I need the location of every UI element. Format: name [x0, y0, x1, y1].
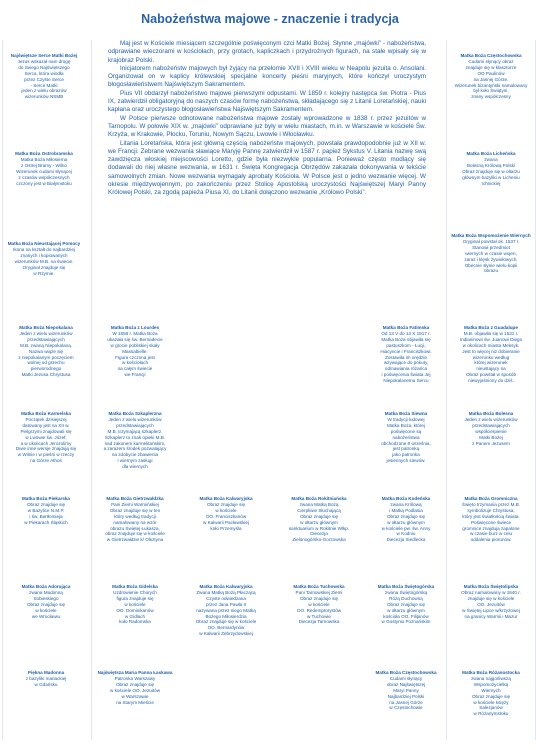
caption-line: wizerunków NSMB [24, 94, 64, 100]
caption-line: niewyjaśniony do dziś. [468, 378, 514, 384]
caption-line: w Kalwarii Zebrzydowskiej [199, 631, 253, 637]
caption-line: wizerunków M.B. na świecie. [14, 258, 74, 264]
caption-line: na Jasnej Górze. [473, 76, 509, 82]
caption-line: przedstawiających [116, 422, 154, 428]
caption-line: Obraz znajduje się [26, 601, 66, 607]
caption-line: jeden z wielu obrazów [21, 88, 67, 94]
caption-title: Matka Boża Kalwaryjska [199, 496, 253, 501]
caption-line: we Wrocławiu [31, 613, 61, 619]
caption-line: sanktuarium w Rokitnie Wlkp. [288, 525, 350, 531]
caption-line: Bolesną Królową Polski [466, 162, 515, 168]
caption-line: w czasie burz w celu [469, 531, 513, 537]
caption-line: OO. Dominikanów [116, 607, 154, 613]
caption-line: Sobieskiego [33, 595, 59, 601]
caption-line: W 1858 r. Matka Boża [112, 330, 158, 336]
right-column-frame [446, 40, 536, 740]
caption-title: Matka Boża Świętolipska [463, 584, 519, 589]
caption-line: w Świętej Lipce w/krzyżowej [462, 607, 520, 613]
caption-line: w Różanymstoku [473, 711, 509, 717]
caption-line: M.B. trzymającą szkaplerz. [107, 428, 163, 434]
caption-z-guadalupe [450, 325, 532, 384]
caption-karmelska [6, 411, 86, 464]
caption-line: Jeden z wielu wizerunków [464, 416, 518, 422]
caption-line: do Swego Najświętszego [18, 64, 70, 70]
caption-line: znajduje się w kościele [467, 595, 515, 601]
caption-title: Matka Boża Fatimska [382, 325, 430, 330]
caption-line: datowany jest na XII w. [22, 422, 70, 428]
caption-line: Wspomożycielką [473, 681, 509, 687]
caption-line: obraz Najświętszej [386, 681, 426, 687]
caption-line: dla wiernych [122, 464, 148, 470]
caption-line: Czyste odwiedzana [206, 595, 246, 601]
caption-line: Początek dzisiejszej [25, 416, 67, 422]
caption-line: Obraz znajduje się [299, 595, 339, 601]
caption-line: czczony jest w Białymstoku [16, 180, 72, 186]
caption-line: w okolicach miasta Meksyk. [462, 342, 520, 348]
caption-line: Diecezja Tarnowska [298, 619, 340, 625]
caption-najswietsze-serce [4, 53, 84, 100]
caption-title: Matka Boża Różanostocka [462, 670, 520, 675]
caption-line: Matka Boża objawiła się [381, 336, 431, 342]
caption-line: w ołtarzu głównym [300, 519, 338, 525]
caption-line: współcierpienie [475, 428, 507, 434]
caption-line: w Gidlach [124, 613, 146, 619]
caption-line: w ołtarzu głównym [387, 519, 425, 525]
caption-line: Obraz znajduje się [115, 681, 155, 687]
caption-line: Matki Jezusa Chrystusa [21, 372, 71, 378]
caption-najswietsza-maria [95, 670, 175, 705]
caption-line: Bożego Miłosierdzia [205, 613, 247, 619]
caption-line: Cudami słynący obraz [468, 58, 514, 64]
caption-line: - Serce Matki [30, 82, 58, 88]
caption-line: i wiernym zasługi [117, 458, 153, 464]
caption-line: obchodzone 8 września, [381, 440, 431, 446]
caption-line: Obraz znajduje się [386, 513, 426, 519]
caption-line: Oryginał powstał ok. 1537 r. [462, 238, 520, 244]
caption-adorujaca [6, 584, 86, 619]
caption-line: na Starym Mieście [116, 699, 154, 705]
caption-line: Poświęcone świece [470, 519, 512, 525]
caption-line: Pielgrzymi znajdowali się [20, 428, 72, 434]
caption-title: Matka Boża Karmelska [21, 411, 71, 416]
caption-line: OO. Jezuitów [477, 601, 505, 607]
caption-line: jest patronką [392, 446, 420, 452]
caption-szkaplerzna [95, 411, 175, 470]
caption-line: na zdobycie zbawienia [111, 452, 159, 458]
intro-text [108, 40, 426, 198]
caption-ostrobramska [4, 151, 84, 186]
caption-kodenska [366, 496, 446, 543]
caption-line: w Rzymie. [33, 270, 55, 276]
caption-line: w Częstochowie [389, 705, 423, 711]
caption-line: Ikona na kształt do najbardziej [13, 246, 75, 252]
caption-czestochowska-bottom [364, 670, 448, 711]
caption-title: Matka Boża Ostrobramska [15, 151, 73, 156]
caption-line: przedstawiających [27, 336, 65, 342]
caption-line: a zarazem środek pozwalający [103, 446, 167, 452]
caption-line: pierworodnego [30, 366, 62, 372]
caption-line: w Gostyniu Poznańskim [381, 619, 431, 625]
caption-line: zwana najgorliwszą [471, 675, 511, 681]
caption-line: w Kalwarii Pacławskiej [203, 519, 249, 525]
caption-rokitnianska [278, 496, 360, 543]
caption-line: Figura czczona jest [115, 354, 155, 360]
caption-line: w kościele księży [473, 699, 509, 705]
caption-title: Matka Boża Świętogórska [377, 584, 435, 589]
caption-title: Matka Boża Niepokalana [19, 325, 73, 330]
caption-lichenska [450, 151, 532, 186]
caption-line: ukazała się św. Bernadecie [107, 336, 163, 342]
intro-paragraph: Pius VII obdarzył nabożeństwo majowe pierwszymi odpustami. W 1859 r. kolejny następca św. Piotra - Pius IX, zatwierdził obligatoryjną do naszych czasów formę nabożeństwa, składającego się z Litanii Loretańskiej, nauki kapłana oraz uroczystego błogosławieństwa Najświętszym Sakramentem. [108, 89, 426, 114]
caption-line: Obraz znajduje się w ołtarzu [462, 168, 520, 174]
intro-paragraph: Maj jest w Kościele miesiącem szczególnie poświęconym czci Matki Bożej. Słynne „majówki” - nabożeństwa, odprawiane wieczorami w kościołach, przy grotach, kapliczkach i przydrożnych figurach, na stałe wpisały się w krajobraz Polski. [108, 40, 426, 64]
caption-niepokalana [6, 325, 86, 378]
caption-line: OO. Franciszkanów [205, 513, 247, 519]
intro-paragraph: W Polsce pierwsze odnotowane nabożeństwa majowe zostały wprowadzone w 1838 r. przez jezuitów w Tarnopolu. W połowie XIX w. „majówki” odprawiane już były w wielu miastach, m.in. w Warszawie w kościele Św. Krzyża, w Krakowie, Płocku, Toruniu, Nowym Sączu, Lwowie i Włocławku. [108, 114, 426, 139]
caption-line: Obraz znajduje się [26, 501, 66, 507]
caption-line: w Tuchowie [306, 613, 331, 619]
caption-line: OO. Bernardynów [207, 625, 245, 631]
caption-title: Matka Boża Gietrzwałdzka [106, 496, 164, 501]
caption-line: Obraz znajduje się [206, 501, 246, 507]
caption-line: w Gdańsku [34, 681, 58, 687]
caption-line: oddalenia piorunów. [470, 537, 512, 543]
caption-line: w Kodniu [396, 531, 416, 537]
caption-siewna [366, 411, 446, 464]
caption-line: wizerunku według [472, 354, 510, 360]
caption-swietolipska [450, 584, 532, 619]
caption-line: wolnej od grzechu [27, 360, 65, 366]
caption-line: nieustający na [476, 366, 506, 372]
caption-nieustajacej-pomocy [4, 241, 84, 276]
caption-line: Dwie inne wersje znajdują się [15, 446, 77, 452]
caption-line: jesiennych siewów. [386, 458, 426, 464]
caption-line: Pani Ziemi Warmińskiej [111, 501, 159, 507]
caption-tuchowska [278, 584, 360, 625]
caption-line: Wiernych [481, 687, 501, 693]
caption-title: Matka Boża Adorująca [21, 584, 71, 589]
caption-swietogorska [364, 584, 448, 625]
caption-line: której wizerunek [474, 360, 508, 366]
caption-line: w kościele pw. św. Anny [381, 525, 431, 531]
caption-fatimska [366, 325, 446, 384]
caption-line: Niepokalanemu Sercu [383, 378, 429, 384]
caption-line: i św. Bartłomieja [29, 513, 63, 519]
caption-line: jako patronka [392, 452, 420, 458]
caption-line: Diecezja [310, 531, 328, 537]
caption-line: w Piekarach Śląskich [24, 519, 68, 525]
caption-title: Matka Boża Gidelska [112, 584, 158, 589]
caption-line: Serca, która wiodła [24, 70, 64, 76]
caption-line: Ichnickiej [481, 180, 501, 186]
caption-line: Obraz namalowany w 1640 r. [461, 589, 521, 595]
caption-line: w Lwowie św. Józef, [25, 434, 67, 440]
caption-line: wzywające do pokuty, [383, 360, 429, 366]
caption-title: Najświętsze Serce Matki Bożej [10, 53, 78, 58]
caption-line: przedstawiających [472, 422, 510, 428]
caption-line: Obraz znajduje się w kościele [195, 619, 257, 625]
caption-line: z Panem Jezusem [472, 440, 510, 446]
caption-line: Szkaplerz to znak opieki M.B. [104, 434, 166, 440]
caption-line: odmawiania różańca [384, 366, 428, 372]
caption-line: przez Czyste Serce [24, 76, 64, 82]
caption-line: Jeden z wielu wizerunków [19, 330, 73, 336]
caption-piekna-madonna [6, 670, 86, 688]
caption-line: Diecezja Siedlecka [386, 537, 426, 543]
caption-line: przez Jana Pawła II [205, 601, 247, 607]
caption-line: Zielonogórsko-Gorzowska [292, 537, 346, 543]
caption-line: figura znajduje się [116, 595, 154, 601]
intro-paragraph: Inicjatorem nabożeństw majowych był żyjący na przełomie XVII i XVIII wieku w Neapolu jezuita o. Ansolani. Organizował on w kaplicy królewskiej specjalne koncerty pieśni maryjnych, które kończył uroczystym błogosławieństwem Najświętszym Sakramentem. [108, 64, 426, 89]
caption-line: i poświęcenia świata Jej [381, 372, 431, 378]
caption-line: na granicy Warmii i Mazur [464, 613, 518, 619]
caption-title: Matka Boża z Lourdes [110, 325, 160, 330]
caption-line: M.B. objawiła się w 1531 r. [463, 330, 519, 336]
caption-line: Nazwa wiąże się [28, 348, 64, 354]
caption-line: który jest światłością świata. [462, 513, 520, 519]
caption-line: w Bazylice N.M.P. [27, 507, 65, 513]
caption-title: Matka Boża Częstochowska [375, 670, 437, 675]
caption-line: Matka Boża Miłosierna [20, 156, 68, 162]
caption-line: Patronka Warszawy [114, 675, 156, 681]
caption-line: na Górze Athos [30, 458, 62, 464]
caption-line: który według tradycji [114, 513, 156, 519]
caption-line: Matki Bożej [479, 434, 503, 440]
caption-line: Od 13 V do 13 X 1917 r. [381, 330, 431, 336]
caption-line: nabożeństwa [392, 434, 420, 440]
caption-piekarska [6, 496, 86, 526]
left-column-frame [2, 40, 92, 740]
caption-rozanostocka [450, 670, 532, 717]
caption-z-lourdes [95, 325, 175, 378]
caption-line: zwana Madonną [29, 589, 63, 595]
caption-line: poświęcone są [390, 428, 422, 434]
caption-line: Obraz powstał w sposób [465, 372, 517, 378]
caption-line: Jezus wskazał nam drogę [17, 58, 71, 64]
caption-line: symbolizuje Chrystusa, [467, 507, 515, 513]
caption-line: obrazu Świętej Łukasza, [110, 525, 160, 531]
caption-line: na Jasnej Górze [389, 699, 423, 705]
caption-line: w grocie pobliskiej skały [110, 342, 160, 348]
caption-line: na całym świecie [117, 366, 153, 372]
caption-line: Oryginał znajduje się [22, 264, 66, 270]
caption-line: Jeden z wielu wizerunków [108, 416, 162, 422]
caption-line: Indianinowi św. Juanowi Diego [459, 336, 523, 342]
caption-title: Matka Boża Nieustającej Pomocy [7, 241, 81, 246]
caption-line: Święto trzymania przez M.B. [461, 501, 521, 507]
caption-line: Pani Tarnowskiej Ziemi [295, 589, 343, 595]
caption-title: Matka Boża Siewna [384, 411, 428, 416]
caption-line: pastuszkom - Łucji, [386, 342, 426, 348]
caption-line: koło Radomska [119, 619, 151, 625]
caption-title: Matka Boża Kodeńska [381, 496, 431, 501]
caption-gidelska [95, 584, 175, 625]
caption-line: M.B. zwaną Niepokalaną. [19, 342, 73, 348]
caption-line: z bazyliki mariackiej [25, 675, 67, 681]
caption-line: namalowany na wzór [113, 519, 157, 525]
caption-line: Zwana Matką Bożą Płaczącą [196, 589, 256, 595]
caption-line: głównym bazyliki w Licheniu [462, 174, 520, 180]
caption-line: Cudami słynący [389, 675, 423, 681]
caption-line: Hiacyncie i Franciszkowi. [380, 348, 432, 354]
caption-title: Matka Boża Rokitniańska [291, 496, 347, 501]
caption-line: obraz znajduje się w kościele [105, 531, 165, 537]
caption-line: i Matką Podlasia [389, 507, 423, 513]
caption-line: zwana Świętogórską [384, 589, 428, 595]
caption-line: nad zakonem karmelitańskim, [104, 440, 166, 446]
caption-line: zwana Królową [390, 501, 422, 507]
caption-title: Matka Boża Gromniczna [464, 496, 518, 501]
caption-bolesna [450, 411, 532, 446]
caption-line: z czasów współczesnych [18, 174, 70, 180]
caption-line: Uzdrowienie Chorych [113, 589, 157, 595]
caption-title: Matka Boża Tuchowska [293, 584, 345, 589]
caption-line: Matka Boża, której [386, 422, 426, 428]
caption-line: w kościele [124, 601, 146, 607]
caption-gromniczna [450, 496, 532, 543]
caption-line: z niepokalanym poczęciem [18, 354, 74, 360]
caption-line: Salezjanów [479, 705, 503, 711]
caption-line: Cierpliwie Słuchającą [297, 507, 341, 513]
caption-line: W tradycji ludowej [387, 416, 425, 422]
caption-title: Matka Boża Piekarska [21, 496, 70, 501]
caption-line: był koło Świątyni, [473, 88, 509, 94]
caption-line: zwana [484, 156, 498, 162]
caption-line: w kościołach [121, 360, 149, 366]
caption-title: Piękna Madonna [27, 670, 65, 675]
caption-title: Najświętsza Maria Panna Łaskawa [97, 670, 173, 675]
caption-line: Obraz znajduje się w ten [109, 507, 161, 513]
caption-line: w kościele OO. Jezuitów [109, 687, 161, 693]
caption-line: w Warszawie [121, 693, 149, 699]
caption-line: Massabielle. [122, 348, 148, 354]
caption-title: Matka Boża z Guadalupe [464, 325, 518, 330]
page-title: Nabożeństwa majowe - znaczenie i tradycja [141, 12, 399, 26]
caption-line: Obraz znajduje się [299, 513, 339, 519]
caption-wspomozenie-wiernych [450, 233, 532, 274]
caption-line: Zostawiła im orędzie [385, 354, 427, 360]
caption-line: a w okolicach Jerozolimy [20, 440, 72, 446]
intro-paragraph: Litania Loretańska, która jest główną częścią nabożeństw majowych, powstała prawdopodobnie już w XII w. we Francji. Zebrane wezwania sławiące Maryję Pannę zatwierdził w 1587 r. papież Sykstus V. Litania nazwę swą zawdzięcza włoskiej miejscowości Loretto, gdzie była niezwykle popularna. Ponieważ często modlący się dodawali do niej własne wezwania, w 1631 r. Święta Kongregacja Obrzędów zakazała dokonywania w tekście samowolnych zmian. Nowe wezwania wymagały aprobaty Kościoła. W Polsce jest o jedno wezwanie więcej. W okresie międzywojennym, po zakończeniu przez Stolicę Apostolską uroczystości Najświętszej Maryi Panny Królowej Polski, za zgodą papieża Piusa XI, do Litanii dołączono wezwanie „Królowo Polski”. [108, 139, 426, 197]
caption-line: OO. Redemptorystów [296, 607, 342, 613]
caption-line: Wizerunek cudami słynącej [16, 168, 72, 174]
caption-line: Obecnie słynie wielu kopii [464, 262, 518, 268]
caption-title: Matka Boża Licheńska [466, 151, 516, 156]
caption-line: z Ostrej Bramy - Wilno [21, 162, 67, 168]
caption-gietrzwaldzka [95, 496, 175, 543]
caption-line: w Gietrzwałdzie k/ Olsztyna [106, 537, 164, 543]
caption-line: zwana Matką Bożą [299, 501, 339, 507]
caption-line: obrazu [483, 268, 499, 274]
caption-czestochowska-top [450, 53, 532, 100]
caption-line: Wizerunek bizantyński namalowany [454, 82, 528, 88]
caption-title: Matka Boża Częstochowska [460, 53, 522, 58]
caption-line: nazywana przez niego Matką [196, 607, 256, 613]
caption-kalwaryjska-1 [186, 496, 266, 531]
caption-line: w kościele [215, 507, 237, 513]
caption-line: Najbardziej Polski [387, 693, 425, 699]
caption-line: w ołtarzu głównym [387, 607, 425, 613]
caption-line: Obraz znajduje się [386, 601, 426, 607]
caption-line: Jest to więcej niż dobieranie [462, 348, 520, 354]
caption-line: znajduje się w klasztorze [465, 64, 517, 70]
caption-line: Obraz znajduje się [471, 693, 511, 699]
caption-line: kościoła OO. Filipinów [383, 613, 429, 619]
caption-line: w Wilnie i w pieśni w rzeczy [17, 452, 75, 458]
caption-title: Matka Boża Wspomożenie Wiernych [451, 233, 531, 238]
caption-line: znany współczesny [471, 94, 511, 100]
caption-line: we Francji [124, 372, 146, 378]
caption-line: Maryi Panny [393, 687, 419, 693]
caption-line: Różą Duchowną [389, 595, 423, 601]
caption-line: wiernych w czasie wojen, [465, 250, 517, 256]
caption-line: zaraz i klęsk żywiołowych. [464, 256, 518, 262]
caption-kalwaryjska-2 [186, 584, 266, 637]
caption-line: w kościele [35, 607, 57, 613]
caption-line: znanych i kopiowanych [20, 252, 68, 258]
caption-line: gromnice znajdują zapalone [462, 525, 520, 531]
caption-title: Matka Boża Bolesna [468, 411, 514, 416]
caption-line: koło Przemyśla [210, 525, 242, 531]
caption-line: Stanowi przedmiot [472, 244, 510, 250]
caption-line: OO Paulinów [477, 70, 505, 76]
caption-title: Matka Boża Kalwaryjska [199, 584, 253, 589]
caption-title: Matka Boża Szkaplerzna [108, 411, 162, 416]
caption-line: w kościele [308, 601, 330, 607]
